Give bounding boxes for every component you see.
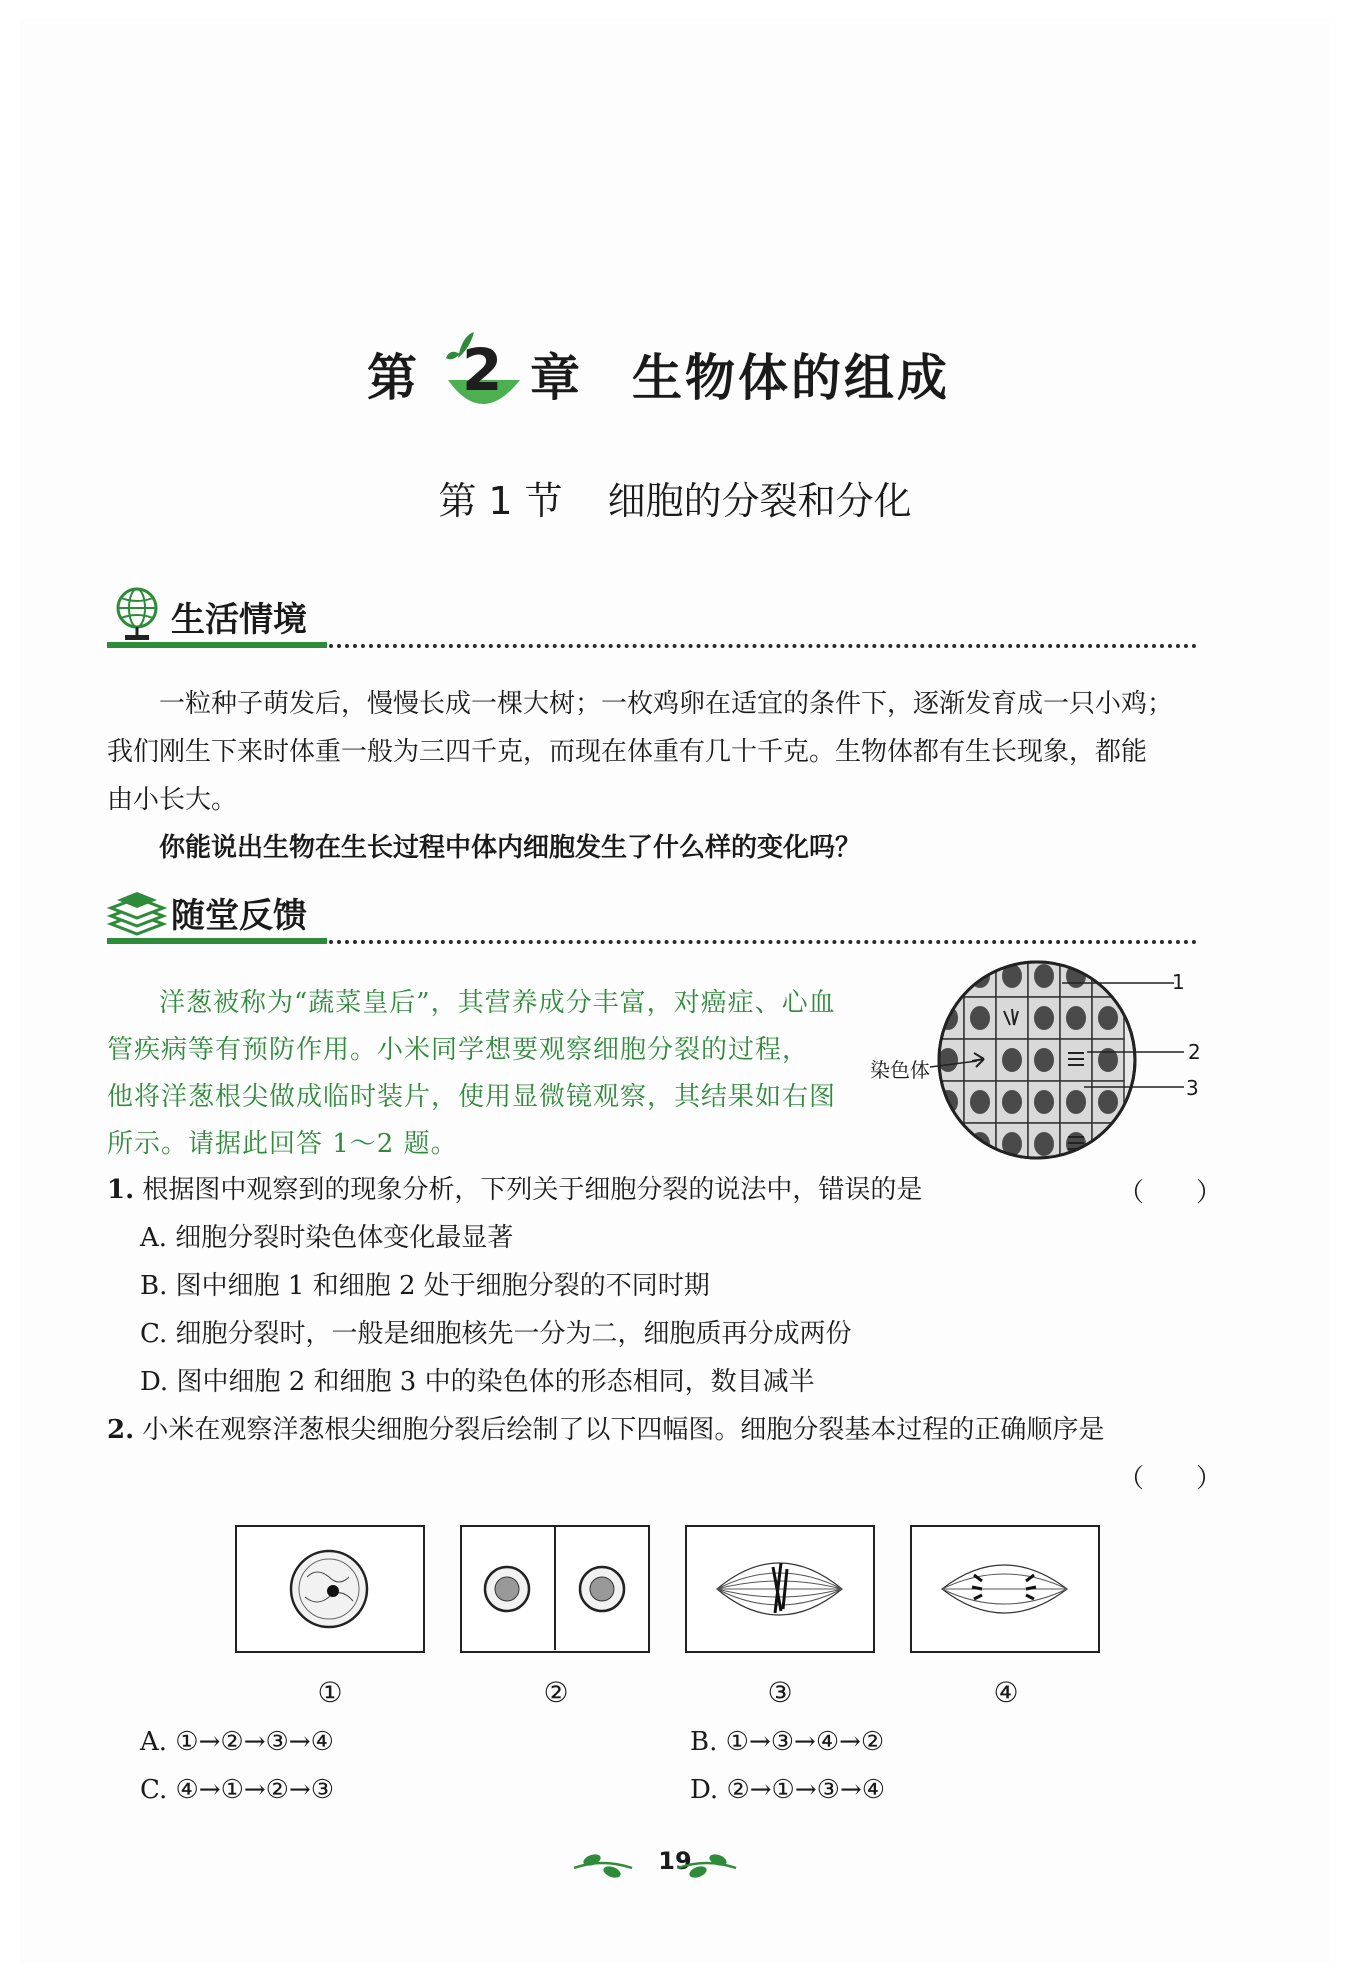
life-situation-text xyxy=(107,680,1207,872)
header-dotted-rule xyxy=(329,940,1197,944)
question-2-stem xyxy=(107,1410,1104,1450)
figure-label: ④ xyxy=(993,1676,1019,1709)
chapter-prefix: 第 xyxy=(367,349,417,407)
page-number: 19 xyxy=(658,1847,692,1875)
life-situation-header xyxy=(107,584,1197,644)
feedback-title: 随堂反馈 xyxy=(171,896,307,936)
cell-diagram-2 xyxy=(460,1525,650,1653)
intro-line: 所示。请据此回答 1～2 题。 xyxy=(107,1129,458,1159)
cell-diagram-3 xyxy=(685,1525,875,1653)
section-title: 细胞的分裂和分化 xyxy=(607,479,912,523)
books-icon xyxy=(107,880,167,940)
feedback-header xyxy=(107,880,1197,940)
header-underline xyxy=(107,938,327,944)
section-number: 第 1 节 xyxy=(438,479,563,523)
figure-label-2: 2 xyxy=(1188,1040,1201,1064)
question-2-option: C. ④→①→②→③ xyxy=(140,1775,335,1805)
life-situation-title: 生活情境 xyxy=(171,600,307,640)
section-heading xyxy=(0,470,1350,525)
figure-label-3: 3 xyxy=(1186,1076,1199,1100)
question-text: 小米在观察洋葱根尖细胞分裂后绘制了以下四幅图。细胞分裂基本过程的正确顺序是 xyxy=(142,1415,1105,1445)
question-number: 1. xyxy=(107,1175,135,1205)
question-2-option: A. ①→②→③→④ xyxy=(140,1727,334,1757)
question-1-option: A. 细胞分裂时染色体变化最显著 xyxy=(140,1223,514,1253)
globe-icon xyxy=(107,584,167,644)
text-line: 一粒种子萌发后，慢慢长成一棵大树；一枚鸡卵在适宜的条件下，逐渐发育成一只小鸡； xyxy=(159,689,1174,719)
chapter-heading xyxy=(0,328,1350,418)
intro-line: 他将洋葱根尖做成临时装片，使用显微镜观察，其结果如右图 xyxy=(107,1082,837,1112)
figure-label: ② xyxy=(543,1676,569,1709)
chapter-title: 生物体的组成 xyxy=(632,349,950,407)
figure-label: ① xyxy=(317,1676,343,1709)
leaf-right-icon xyxy=(676,1848,738,1878)
chapter-number: 2 xyxy=(462,336,503,404)
header-dotted-rule xyxy=(329,644,1197,648)
text-line: 由小长大。 xyxy=(107,785,238,815)
question-2-option: B. ①→③→④→② xyxy=(690,1727,885,1757)
figure-label-1: 1 xyxy=(1172,970,1185,994)
question-text: 根据图中观察到的现象分析，下列关于细胞分裂的说法中，错误的是 xyxy=(142,1175,923,1205)
figure-label: ③ xyxy=(767,1676,793,1709)
answer-bracket: （ ） xyxy=(1118,1178,1223,1208)
intro-line: 管疾病等有预防作用。小米同学想要观察细胞分裂的过程， xyxy=(107,1035,810,1065)
question-1-option: B. 图中细胞 1 和细胞 2 处于细胞分裂的不同时期 xyxy=(140,1271,710,1301)
answer-bracket: （ ） xyxy=(1118,1464,1223,1494)
life-situation-question: 你能说出生物在生长过程中体内细胞发生了什么样的变化吗？ xyxy=(159,833,862,863)
feedback-intro xyxy=(107,980,867,1168)
figure-label-chromosome: 染色体 xyxy=(870,1058,930,1082)
cell-diagram-4 xyxy=(910,1525,1100,1653)
header-underline xyxy=(107,642,327,648)
question-number: 2. xyxy=(107,1415,135,1445)
intro-line: 洋葱被称为“蔬菜皇后”，其营养成分丰富，对癌症、心血 xyxy=(159,988,836,1018)
question-2-option: D. ②→①→③→④ xyxy=(690,1775,886,1805)
chapter-suffix: 章 xyxy=(530,349,580,407)
question-1-stem xyxy=(107,1170,922,1210)
cell-diagram-1 xyxy=(235,1525,425,1653)
question-1-option: D. 图中细胞 2 和细胞 3 中的染色体的形态相同，数目减半 xyxy=(140,1367,815,1397)
text-line: 我们刚生下来时体重一般为三四千克，而现在体重有几十千克。生物体都有生长现象，都能 xyxy=(107,737,1148,767)
question-1-option: C. 细胞分裂时，一般是细胞核先一分为二，细胞质再分成两份 xyxy=(140,1319,852,1349)
